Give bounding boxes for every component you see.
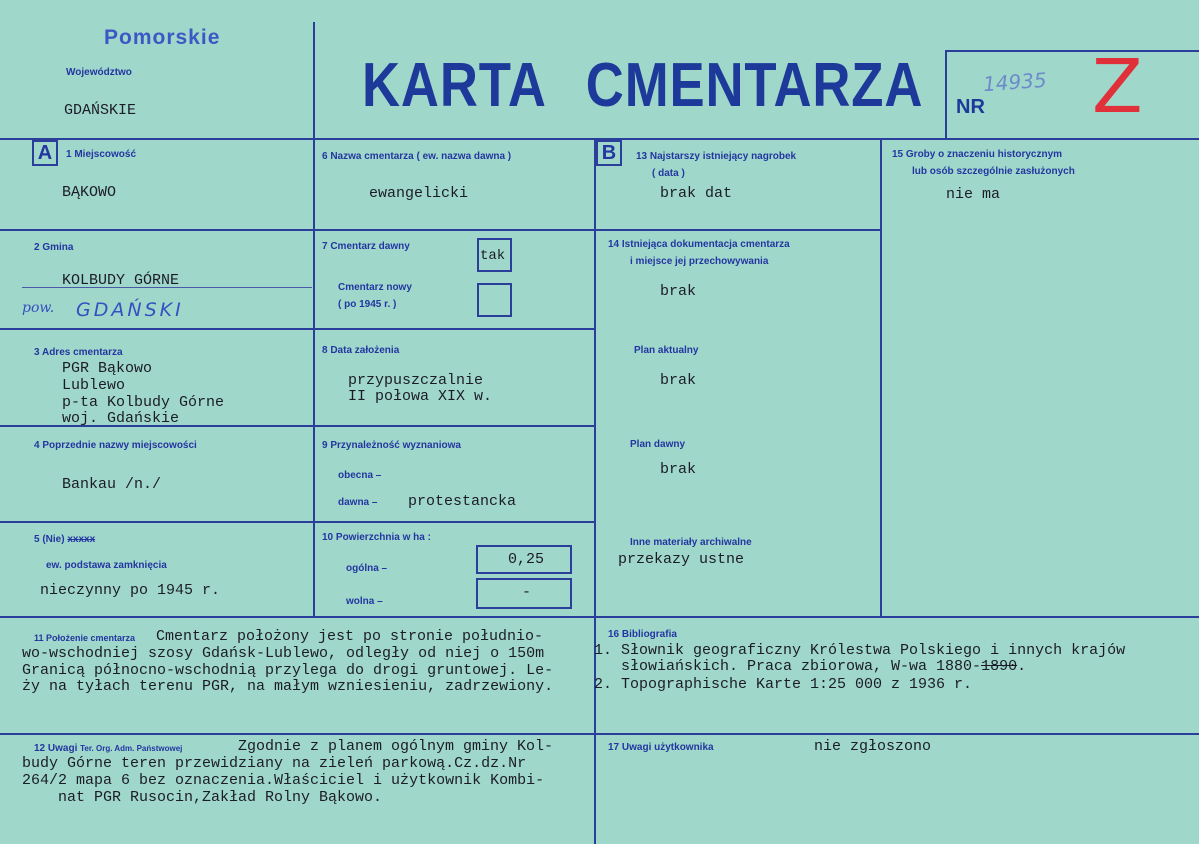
- field-9-dawna-label: dawna –: [338, 497, 378, 508]
- powiat-prefix: pow.: [22, 300, 55, 316]
- divider: [0, 328, 594, 330]
- field-1-label: 1 Miejscowość: [66, 149, 137, 160]
- field-5-label: [34, 534, 95, 545]
- divider: [880, 138, 882, 616]
- field-7-label-new-2: ( po 1945 r. ): [338, 299, 397, 310]
- old-cemetery-box: [477, 238, 512, 272]
- field-6-label: 6 Nazwa cmentarza ( ew. nazwa dawna ): [322, 151, 512, 162]
- field-11-line-2: wo-wschodniej szosy Gdańsk-Lublewo, odległy od niej o 150m: [22, 645, 545, 662]
- field-11-label: 11 Położenie cmentarza: [34, 633, 136, 643]
- field-14-label-2: i miejsce jej przechowywania: [630, 256, 769, 267]
- field-9-label: 9 Przynależność wyznaniowa: [322, 440, 461, 451]
- free-area-box: [476, 578, 572, 609]
- bibliography-line-2: [594, 658, 1026, 675]
- field-12-line-1: Zgodnie z planem ogólnym gminy Kol-: [238, 738, 554, 755]
- nr-label: NR: [956, 96, 985, 118]
- field-8-line-1: przypuszczalnie: [348, 372, 484, 389]
- bibliography-struck-year: 1890: [981, 658, 1018, 675]
- field-16-label: 16 Bibliografia: [608, 629, 677, 640]
- archive-materials-value: przekazy ustne: [618, 551, 745, 568]
- field-15-label: 15 Groby o znaczeniu historycznym: [892, 149, 1063, 160]
- divider: [945, 50, 947, 140]
- divider: [594, 138, 596, 844]
- field-17-value: nie zgłoszono: [814, 738, 932, 755]
- divider: [594, 229, 880, 231]
- divider: [313, 22, 315, 617]
- field-5-value: nieczynny po 1945 r.: [40, 582, 221, 599]
- field-7-label-old: 7 Cmentarz dawny: [322, 241, 410, 252]
- field-4-value-b: /n./: [116, 476, 162, 493]
- field-10-wolna-label: wolna –: [346, 596, 383, 607]
- field-4-value: [62, 476, 161, 493]
- voivodeship-value: GDAŃSKIE: [64, 102, 137, 119]
- total-area-box: [476, 545, 572, 574]
- field-15-value: nie ma: [946, 186, 1001, 203]
- field-8-line-2: II połowa XIX w.: [348, 388, 493, 405]
- card-title: KARTA CMENTARZA: [362, 51, 924, 120]
- bibliography-line-2a: słowiańskich. Praca zbiorowa, W-wa 1880-: [594, 658, 982, 675]
- plan-current-value: brak: [660, 372, 697, 389]
- field-3-line-2: Lublewo: [62, 377, 126, 394]
- bibliography-line-2c: .: [1017, 658, 1027, 675]
- field-3-label: 3 Adres cmentarza: [34, 347, 123, 358]
- powiat-value: GDAŃSKI: [76, 299, 184, 321]
- divider: [0, 616, 1199, 618]
- field-11-line-1: Cmentarz położony jest po stronie południo-: [156, 628, 544, 645]
- archive-materials-label: Inne materiały archiwalne: [630, 537, 752, 548]
- field-12-label-small: Ter. Org. Adm. Państwowej: [80, 744, 183, 753]
- free-area-value: -: [522, 584, 532, 601]
- region-stamp: Pomorskie: [104, 26, 221, 49]
- field-12-line-2: budy Górne teren przewidziany na zieleń parkową.Cz.dz.Nr: [22, 755, 527, 772]
- divider: [0, 733, 1199, 735]
- voivodeship-label: Województwo: [66, 67, 132, 78]
- field-14-value: brak: [660, 283, 697, 300]
- field-3-line-1: PGR Bąkowo: [62, 360, 153, 377]
- field-1-value: BĄKOWO: [62, 184, 117, 201]
- field-3-line-3: p-ta Kolbudy Górne: [62, 394, 225, 411]
- divider: [0, 521, 594, 523]
- field-17-label: 17 Uwagi użytkownika: [608, 742, 714, 753]
- section-b-marker: B: [596, 140, 622, 166]
- field-9-obecna-label: obecna –: [338, 470, 382, 481]
- new-cemetery-box: [477, 283, 512, 317]
- field-5-label-main: 5 (Nie): [34, 534, 65, 545]
- bibliography-line-1: 1. Słownik geograficzny Królestwa Polskiego i innych krajów: [594, 642, 1126, 659]
- field-14-label: 14 Istniejąca dokumentacja cmentarza: [608, 239, 790, 250]
- field-5-struck: xxxxx: [67, 534, 96, 545]
- field-4-value-a: Bankau: [62, 476, 117, 493]
- field-3-line-4: woj. Gdańskie: [62, 410, 180, 427]
- field-5-label-2: ew. podstawa zamknięcia: [46, 560, 167, 571]
- field-11-line-4: ży na tyłach terenu PGR, na małym wzniesieniu, zadrzewiony.: [22, 678, 554, 695]
- field-2-label: 2 Gmina: [34, 242, 74, 253]
- field-10-ogolna-label: ogólna –: [346, 563, 388, 574]
- bibliography-line-3: 2. Topographische Karte 1:25 000 z 1936 r.: [594, 676, 973, 693]
- field-11-line-3: Granicą północno-wschodnią przylega do drogi gruntowej. Le-: [22, 662, 554, 679]
- plan-old-label: Plan dawny: [630, 439, 686, 450]
- nr-letter: Z: [1092, 44, 1143, 130]
- field-7-label-new: Cmentarz nowy: [338, 282, 412, 293]
- field-13-label-2: ( data ): [652, 168, 685, 179]
- field-8-label: 8 Data założenia: [322, 345, 400, 356]
- field-10-label: 10 Powierzchnia w ha :: [322, 532, 431, 543]
- old-cemetery-value: tak: [480, 248, 506, 264]
- field-13-value: brak dat: [660, 185, 733, 202]
- plan-old-value: brak: [660, 461, 697, 478]
- section-a-marker: A: [32, 140, 58, 166]
- field-2-value: KOLBUDY GÓRNE: [62, 272, 180, 289]
- field-15-label-2: lub osób szczególnie zasłużonych: [912, 166, 1075, 177]
- divider: [0, 229, 594, 231]
- plan-current-label: Plan aktualny: [634, 345, 699, 356]
- nr-value: 14935: [982, 67, 1048, 97]
- field-4-label: 4 Poprzednie nazwy miejscowości: [34, 440, 197, 451]
- field-12-line-3: 264/2 mapa 6 bez oznaczenia.Właściciel i użytkownik Kombi-: [22, 772, 545, 789]
- field-12-label-main: 12 Uwagi: [34, 743, 78, 754]
- field-13-label: 13 Najstarszy istniejący nagrobek: [636, 151, 797, 162]
- divider: [945, 50, 1199, 52]
- field-9-dawna-value: protestancka: [408, 493, 517, 510]
- field-12-line-4: nat PGR Rusocin,Zakład Rolny Bąkowo.: [58, 789, 383, 806]
- total-area-value: 0,25: [508, 551, 545, 568]
- field-12-label: [34, 743, 182, 754]
- field-6-value: ewangelicki: [369, 185, 469, 202]
